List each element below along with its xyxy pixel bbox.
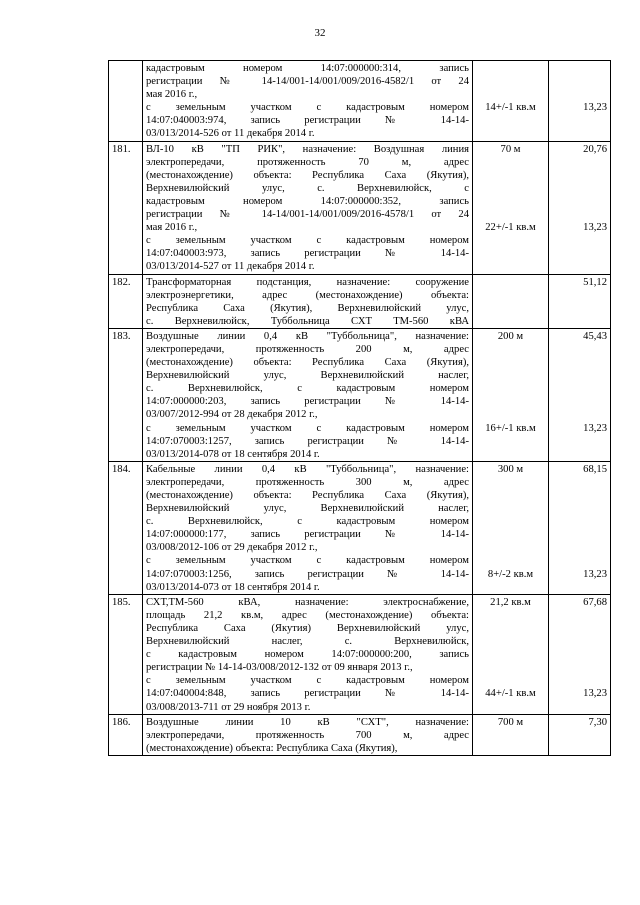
size-line [476,408,545,421]
description-line: мая 2016 г., [146,222,198,234]
description-line: регистрации № 14-14/001-14/001/009/2016-4578/1 от 24 [146,209,469,221]
size-line [476,528,545,541]
table-row [109,141,611,274]
value-line [552,169,607,182]
description-line: с кадастровым номером 14:07:000000:200, запись [146,649,469,661]
description-line: Кабельные линии 0,4 кВ "Туббольница", назначение: [146,463,469,475]
value-line [552,674,607,687]
description-line: Верхневилюйский улус, Верхневилюйский наслег, [146,370,469,382]
row-size [473,328,549,461]
size-line [476,208,545,221]
size-line [476,661,545,674]
value-line: 20,76 [583,143,607,155]
size-line [476,382,545,395]
description-line: Трансформаторная подстанция, назначение: сооружение [146,276,469,288]
value-line: 68,15 [583,463,607,475]
size-line [476,622,545,635]
table-row [109,714,611,755]
row-description [143,274,473,328]
value-line [552,75,607,88]
size-line [476,369,545,382]
register-body [109,61,611,756]
table-row [109,274,611,328]
property-register-table [108,60,611,756]
value-line: 45,43 [583,330,607,342]
row-description [143,328,473,461]
size-line [476,489,545,502]
description-line: регистрации № 14-14-03/008/2012-132 от 09 января 2013 г., [146,662,413,674]
size-line [476,674,545,687]
size-line [476,541,545,554]
value-line: 13,23 [583,688,607,700]
table-row [109,61,611,142]
row-value [549,141,611,274]
size-line: 21,2 кв.м [490,596,531,608]
description-line: электропередачи, протяженность 200 м, адрес [146,343,469,355]
value-line: 13,23 [583,568,607,580]
size-line [476,554,545,567]
size-line: 70 м [500,143,521,155]
description-line: с земельным участком с кадастровым номером [146,422,469,434]
size-line [476,502,545,515]
row-description [143,594,473,714]
description-line: кадастровым номером 14:07:000000:352, запись [146,195,469,207]
value-line [552,356,607,369]
value-line [552,515,607,528]
description-line: регистрации № 14-14/001-14/001/009/2016-4582/1 от 24 [146,76,469,88]
description-line: СХТ,ТМ-560 кВА, назначение: электроснабжение, [146,596,469,608]
row-size [473,274,549,328]
row-number [109,61,143,142]
row-description [143,61,473,142]
row-value [549,274,611,328]
size-line [476,169,545,182]
row-size [473,141,549,274]
description-line: с. Верхневилюйск, Туббольница СХТ ТМ-560 кВА [146,315,469,327]
value-line [552,369,607,382]
value-line [552,476,607,489]
description-line: (местонахождение) объекта: Республика Саха (Якутия), [146,357,469,369]
description-line: с земельным участком с кадастровым номером [146,675,469,687]
description-line: (местонахождение) объекта: Республика Саха (Якутия), [146,742,398,754]
size-line: 22+/-1 кв.м [485,222,536,234]
value-line [552,195,607,208]
description-line: площадь 21,2 кв.м, адрес (местонахождение) объекта: [146,609,469,621]
description-line: Верхневилюйский улус, с. Верхневилюйск, с [146,182,469,194]
value-line: 13,23 [583,422,607,434]
row-value [549,594,611,714]
size-line [476,476,545,489]
row-size [473,594,549,714]
description-line: электропередачи, протяженность 300 м, адрес [146,476,469,488]
size-line: 44+/-1 кв.м [485,688,536,700]
description-line: Верхневилюйский наслег, с. Верхневилюйск, [146,636,469,648]
value-line: 13,23 [583,102,607,114]
row-description [143,141,473,274]
row-size [473,461,549,594]
description-line: Воздушные линии 0,4 кВ "Туббольница", назначение: [146,330,469,342]
size-line: 8+/-2 кв.м [487,568,534,580]
description-line: 03/013/2014-526 от 11 декабря 2014 г. [146,128,315,140]
description-line: мая 2016 г., [146,89,198,101]
description-line: электроэнергетики, адрес (местонахождение) объекта: [146,289,469,301]
description-line: электропередачи, протяженность 700 м, адрес [146,729,469,741]
row-value [549,714,611,755]
row-value [549,328,611,461]
value-line [552,635,607,648]
value-line [552,502,607,515]
value-line [552,208,607,221]
row-value [549,61,611,142]
size-line [476,195,545,208]
size-line: 700 м [497,716,524,728]
row-number: 185. [109,594,143,714]
row-size [473,61,549,142]
value-line [552,395,607,408]
description-line: с. Верхневилюйск, с кадастровым номером [146,516,469,528]
value-line [552,408,607,421]
size-line [476,88,545,101]
size-line [476,356,545,369]
description-line: ВЛ-10 кВ "ТП РИК", назначение: Воздушная линия [146,143,469,155]
description-line: Верхневилюйский улус, Верхневилюйский наслег, [146,503,469,515]
value-line [552,541,607,554]
size-line: 16+/-1 кв.м [485,422,536,434]
description-line: 03/013/2014-527 от 11 декабря 2014 г. [146,261,315,273]
description-line: 14:07:040003:973, запись регистрации № 14-14- [146,248,469,260]
description-line: 14:07:040004:848, запись регистрации № 14-14- [146,688,469,700]
value-line [552,182,607,195]
size-line: 14+/-1 кв.м [485,102,536,114]
row-description [143,461,473,594]
value-line [552,648,607,661]
description-line: с земельным участком с кадастровым номером [146,102,469,114]
value-line: 67,68 [583,596,607,608]
description-line: электропередачи, протяженность 70 м, адрес [146,156,469,168]
value-line [552,622,607,635]
value-line [552,554,607,567]
description-line: (местонахождение) объекта: Республика Саха (Якутия), [146,169,469,181]
value-line [552,156,607,169]
size-line [476,156,545,169]
value-line [552,88,607,101]
value-line [552,661,607,674]
description-line: кадастровым номером 14:07:000000:314, запись [146,63,469,74]
size-line [476,395,545,408]
value-line [552,489,607,502]
value-line [552,528,607,541]
description-line: с земельным участком с кадастровым номером [146,555,469,567]
description-line: (местонахождение) объекта: Республика Саха (Якутия), [146,490,469,501]
row-description [143,714,473,755]
page-number: 32 [314,27,326,39]
size-line [476,276,545,289]
size-line: 300 м [497,463,524,475]
description-line: 14:07:040003:974, запись регистрации № 14-14- [146,115,469,127]
size-line [476,515,545,528]
size-line [476,343,545,356]
value-line [552,343,607,356]
description-line: с. Верхневилюйск, с кадастровым номером [146,383,469,395]
row-size [473,714,549,755]
row-number: 182. [109,274,143,328]
row-value [549,461,611,594]
row-number: 184. [109,461,143,594]
description-line: Воздушные линии 10 кВ "СХТ", назначение: [146,716,469,728]
value-line: 7,30 [588,716,607,728]
row-number: 181. [109,141,143,274]
description-line: с земельным участком с кадастровым номером [146,235,469,247]
value-line: 51,12 [583,276,607,288]
size-line [476,635,545,648]
value-line [552,62,607,75]
size-line: 200 м [497,330,524,342]
description-line: 14:07:000000:203, запись регистрации № 14-14- [146,396,469,408]
description-line: 03/008/2013-711 от 29 ноября 2013 г. [146,701,311,713]
value-line: 13,23 [583,222,607,234]
size-line [476,75,545,88]
size-line [476,62,545,75]
description-line: Республика Саха (Якутия), Верхневилюйский улус, [146,302,469,314]
value-line [552,382,607,395]
description-line: 03/013/2014-078 от 18 сентября 2014 г. [146,448,320,460]
value-line [552,609,607,622]
table-row [109,594,611,714]
description-line: 03/007/2012-994 от 28 декабря 2012 г., [146,409,318,421]
size-line [476,182,545,195]
table-row [109,461,611,594]
description-line: 03/008/2012-106 от 29 декабря 2012 г., [146,542,318,554]
row-number: 186. [109,714,143,755]
size-line [476,648,545,661]
description-line: 14:07:000000:177, запись регистрации № 14-14- [146,529,469,541]
table-row [109,328,611,461]
description-line: 14:07:070003:1257, запись регистрации № 14-14- [146,435,469,447]
description-line: 14:07:070003:1256, запись регистрации № 14-14- [146,568,469,580]
description-line: 03/013/2014-073 от 18 сентября 2014 г. [146,581,320,593]
description-line: Республика Саха (Якутия) Верхневилюйский улус, [146,622,469,634]
size-line [476,609,545,622]
row-number: 183. [109,328,143,461]
